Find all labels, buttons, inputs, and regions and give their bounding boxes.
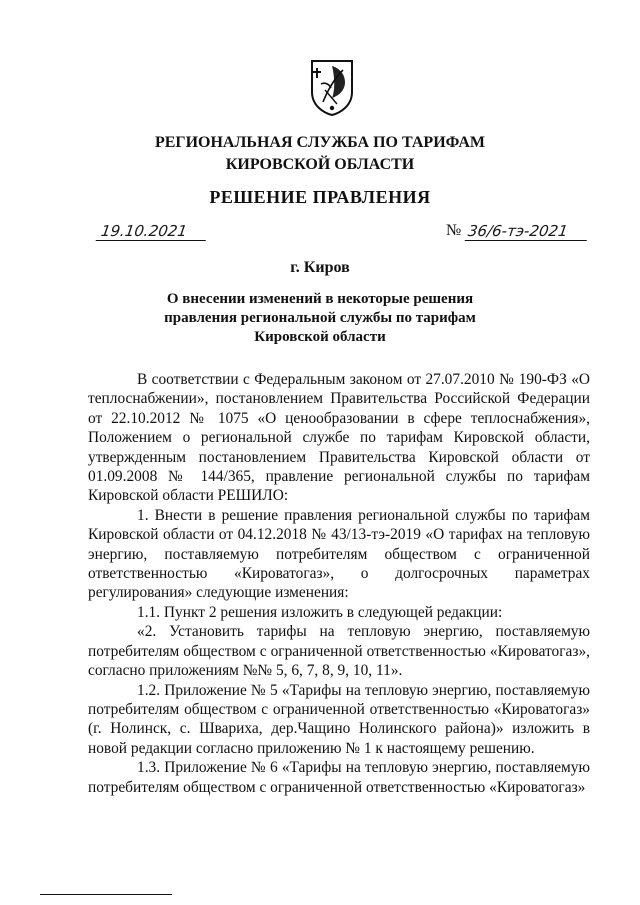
document-body — [88, 370, 590, 797]
subject-line-2: правления региональной службы по тарифам — [164, 310, 476, 326]
document-number: 36/6-тэ-2021 — [465, 222, 590, 241]
coat-of-arms-icon — [309, 58, 355, 116]
organization-name — [0, 132, 640, 176]
clause-1-1: 1.1. Пункт 2 решения изложить в следующей редакции: — [137, 603, 503, 621]
org-line-1: РЕГИОНАЛЬНАЯ СЛУЖБА ПО ТАРИФАМ — [154, 134, 486, 151]
document-subject — [0, 290, 640, 347]
number-sign: № — [446, 222, 462, 239]
footnote-divider — [40, 894, 172, 895]
document-date: 19.10.2021 — [96, 222, 209, 241]
preamble-paragraph: В соответствии с Федеральным законом от 27.07.2010 № 190-ФЗ «О теплоснабжении», постановлением Правительства Российской Федерации от 22.10.2012 № 1075 «О ценообразовании в сфере теплоснабжения», Положением о региональной службе по тарифам Кировской области, утвержденным постановлением Правительства Кировской области от 01.09.2008 № 144/365, правление региональной службы по тарифам Кировской области РЕШИЛО: — [88, 371, 590, 505]
clause-1-2: 1.2. Приложение № 5 «Тарифы на тепловую энергию, поставляемую потребителям обществом с ограниченной ответственностью «Кироватогаз» (г. Нолинск, с. Швариха, дер.Чащино Нолинского района)» изложить в новой редакции согласно приложению № 1 к настоящему решению. — [88, 681, 590, 757]
subject-line-1: О внесении изменений в некоторые решения — [166, 291, 474, 307]
org-line-2: КИРОВСКОЙ ОБЛАСТИ — [225, 156, 415, 173]
document-type: РЕШЕНИЕ ПРАВЛЕНИЯ — [209, 187, 431, 207]
subject-line-3: Кировской области — [254, 329, 386, 345]
clause-1-3: 1.3. Приложение № 6 «Тарифы на тепловую энергию, поставляемую потребителям обществом с ограниченной ответственностью «Кироватогаз» — [88, 759, 590, 796]
city: г. Киров — [290, 259, 350, 276]
clause-1-1-text: «2. Установить тарифы на тепловую энергию, поставляемую потребителям обществом с ограниченной ответственностью «Кироватогаз», согласно приложениям №№ 5, 6, 7, 8, 9, 10, 11». — [88, 623, 590, 680]
clause-1: 1. Внести в решение правления региональной службы по тарифам Кировской области от 04.12.2018 № 43/13-тэ-2019 «О тарифах на тепловую энергию, поставляемую потребителям обществом с ограниченной ответственностью «Кироватогаз», о долгосрочных параметрах регулирования» следующие изменения: — [88, 506, 590, 602]
